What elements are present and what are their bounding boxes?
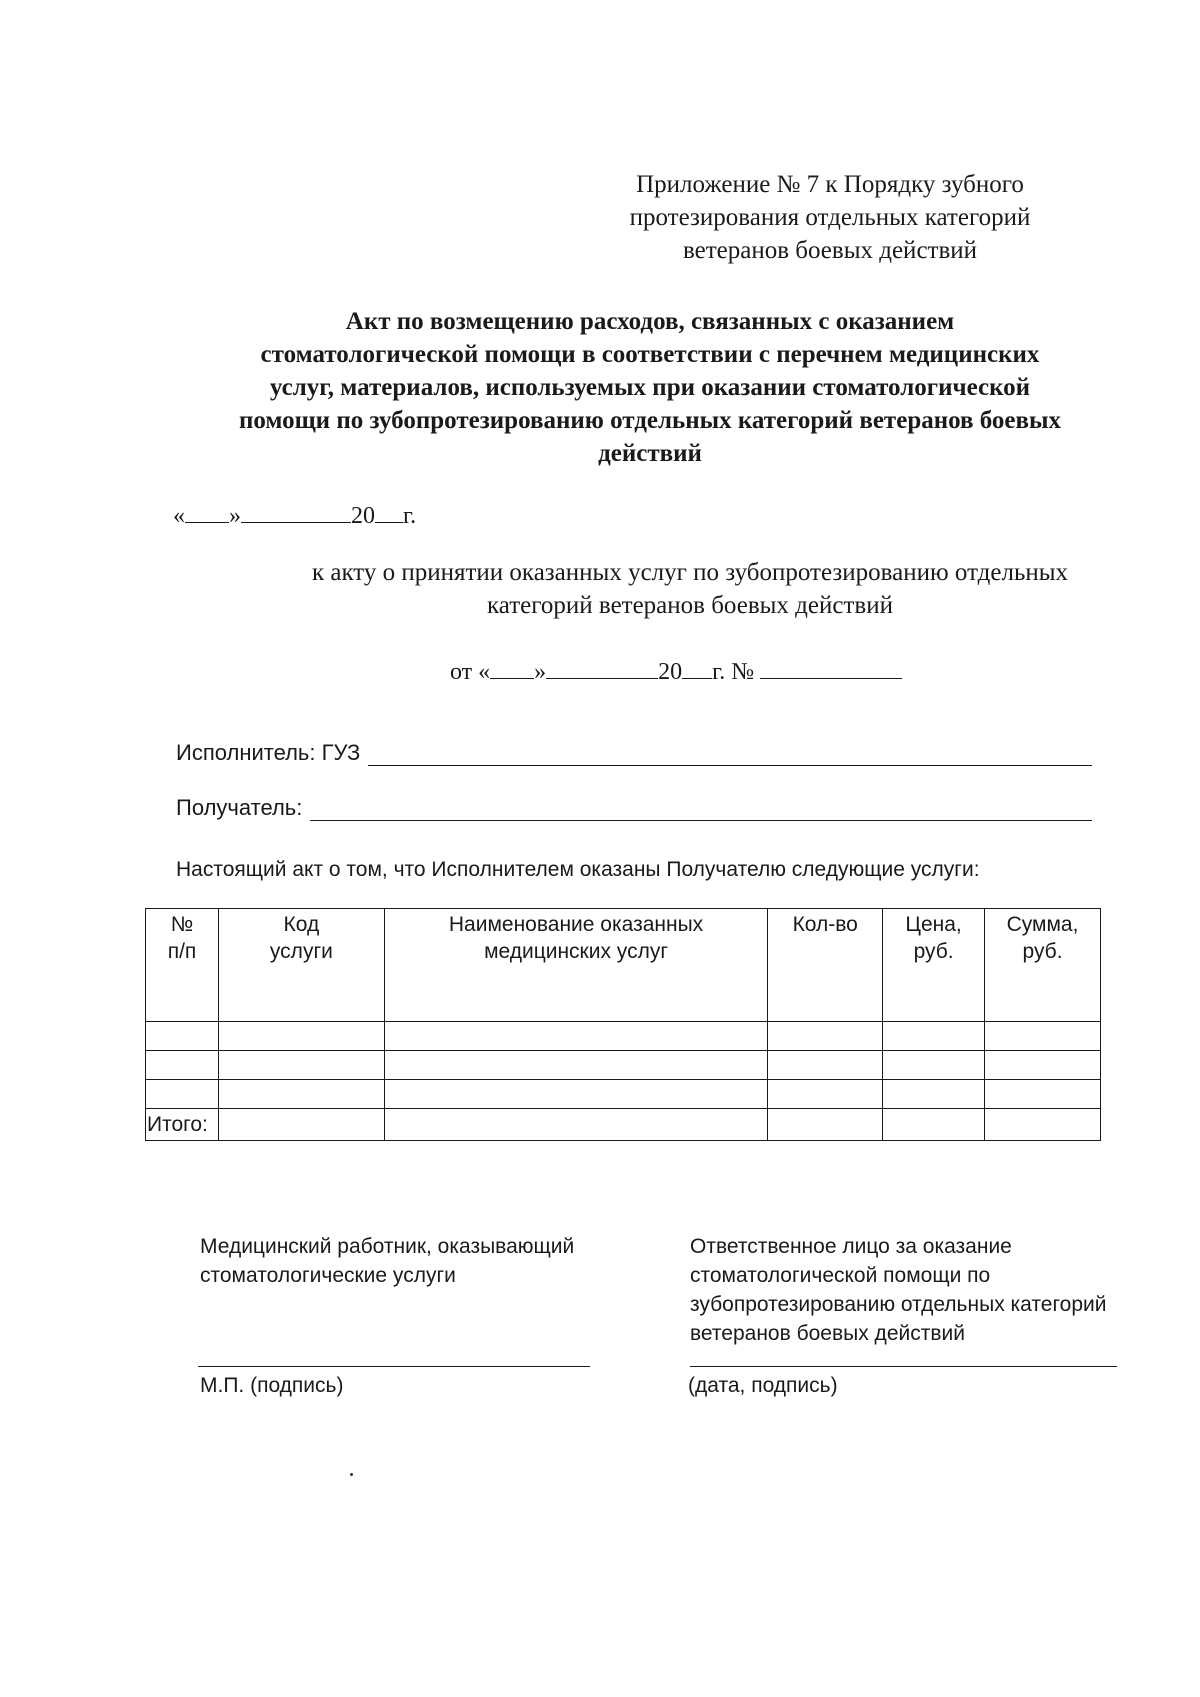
appendix-line: протезирования отдельных категорий (629, 204, 1031, 231)
year-blank[interactable] (682, 656, 712, 679)
signature-left-line: стоматологические услуги (200, 1264, 456, 1287)
responsible-person-signature-caption: (дата, подпись) (688, 1374, 838, 1397)
appendix-line: Приложение № 7 к Порядку зубного (636, 171, 1024, 198)
signature-right-line: Ответственное лицо за оказание (690, 1235, 1012, 1258)
table-cell[interactable] (883, 1022, 985, 1051)
recipient-input-line[interactable] (310, 800, 1092, 821)
header-cell-price: Цена, руб. (883, 909, 985, 1022)
appendix-line: ветеранов боевых действий (682, 237, 978, 264)
table-cell[interactable] (768, 1109, 883, 1141)
table-cell[interactable] (146, 1080, 219, 1109)
month-blank[interactable] (546, 656, 658, 679)
services-table (145, 908, 1101, 1141)
table-header-row (146, 909, 1101, 1022)
intro-text: Настоящий акт о том, что Исполнителем оказаны Получателю следующие услуги: (176, 858, 980, 881)
day-blank[interactable] (490, 656, 534, 679)
table-cell[interactable] (218, 1080, 384, 1109)
signature-left-line: Медицинский работник, оказывающий (200, 1235, 575, 1258)
document-title (160, 305, 1140, 470)
executor-field (176, 740, 1092, 766)
act-number-blank[interactable] (760, 656, 902, 679)
table-cell[interactable] (768, 1022, 883, 1051)
table-cell[interactable] (384, 1051, 768, 1080)
date-prefix: от « (450, 659, 491, 685)
related-act-reference (250, 556, 1130, 622)
executor-label: Исполнитель: ГУЗ (176, 740, 361, 765)
act-date (173, 500, 416, 530)
signature-right-line: стоматологической помощи по (690, 1264, 991, 1287)
medical-worker-signature-line[interactable] (198, 1366, 590, 1367)
table-row (146, 1080, 1101, 1109)
number-label: г. № (712, 659, 755, 685)
table-cell[interactable] (883, 1051, 985, 1080)
table-cell[interactable] (883, 1080, 985, 1109)
scan-speck (350, 1473, 353, 1476)
header-cell-name: Наименование оказанных медицинских услуг (384, 909, 768, 1022)
responsible-person-signature-line[interactable] (690, 1366, 1117, 1367)
date-close-quote: » (534, 659, 547, 685)
table-cell[interactable] (384, 1109, 768, 1141)
recipient-field (176, 795, 1092, 821)
title-line: действий (598, 440, 702, 467)
table-row (146, 1022, 1101, 1051)
related-act-line: категорий ветеранов боевых действий (487, 592, 893, 619)
appendix-reference (560, 168, 1100, 267)
executor-input-line[interactable] (368, 745, 1092, 766)
related-act-date (450, 656, 902, 686)
table-row (146, 1051, 1101, 1080)
table-cell[interactable] (768, 1051, 883, 1080)
table-cell[interactable] (146, 1051, 219, 1080)
table-cell[interactable] (768, 1080, 883, 1109)
table-cell[interactable] (218, 1051, 384, 1080)
year-suffix: г. (403, 503, 417, 529)
title-line: помощи по зубопротезированию отдельных категорий ветеранов боевых (238, 407, 1062, 434)
signature-right-line: ветеранов боевых действий (690, 1322, 965, 1345)
header-cell-quantity: Кол-во (768, 909, 883, 1022)
responsible-person-block (690, 1232, 1150, 1348)
medical-worker-block (200, 1232, 620, 1290)
table-cell[interactable] (985, 1109, 1101, 1141)
header-cell-sum: Сумма, руб. (985, 909, 1101, 1022)
title-line: услуг, материалов, используемых при оказании стоматологической (269, 374, 1031, 401)
table-cell[interactable] (146, 1022, 219, 1051)
medical-worker-signature-caption: М.П. (подпись) (200, 1374, 344, 1397)
table-cell[interactable] (985, 1080, 1101, 1109)
month-blank[interactable] (241, 500, 351, 523)
title-line: стоматологической помощи в соответствии с перечнем медицинских (260, 341, 1040, 368)
header-cell-code: Код услуги (218, 909, 384, 1022)
table-cell[interactable] (384, 1022, 768, 1051)
table-cell[interactable] (985, 1051, 1101, 1080)
recipient-label: Получатель: (176, 795, 303, 820)
date-open-quote: « (173, 503, 185, 529)
total-label: Итого: (146, 1109, 219, 1141)
related-act-line: к акту о принятии оказанных услуг по зубопротезированию отдельных (311, 559, 1069, 586)
title-line: Акт по возмещению расходов, связанных с оказанием (345, 308, 955, 335)
table-total-row (146, 1109, 1101, 1141)
header-cell-number: № п/п (146, 909, 219, 1022)
table-cell[interactable] (384, 1080, 768, 1109)
table-cell[interactable] (883, 1109, 985, 1141)
year-prefix: 20 (658, 659, 683, 685)
year-prefix: 20 (351, 503, 375, 529)
year-blank[interactable] (375, 500, 403, 523)
day-blank[interactable] (185, 500, 229, 523)
table-cell[interactable] (218, 1109, 384, 1141)
date-close-quote: » (229, 503, 241, 529)
signature-right-line: зубопротезированию отдельных категорий (690, 1293, 1107, 1316)
table-cell[interactable] (218, 1022, 384, 1051)
table-cell[interactable] (985, 1022, 1101, 1051)
